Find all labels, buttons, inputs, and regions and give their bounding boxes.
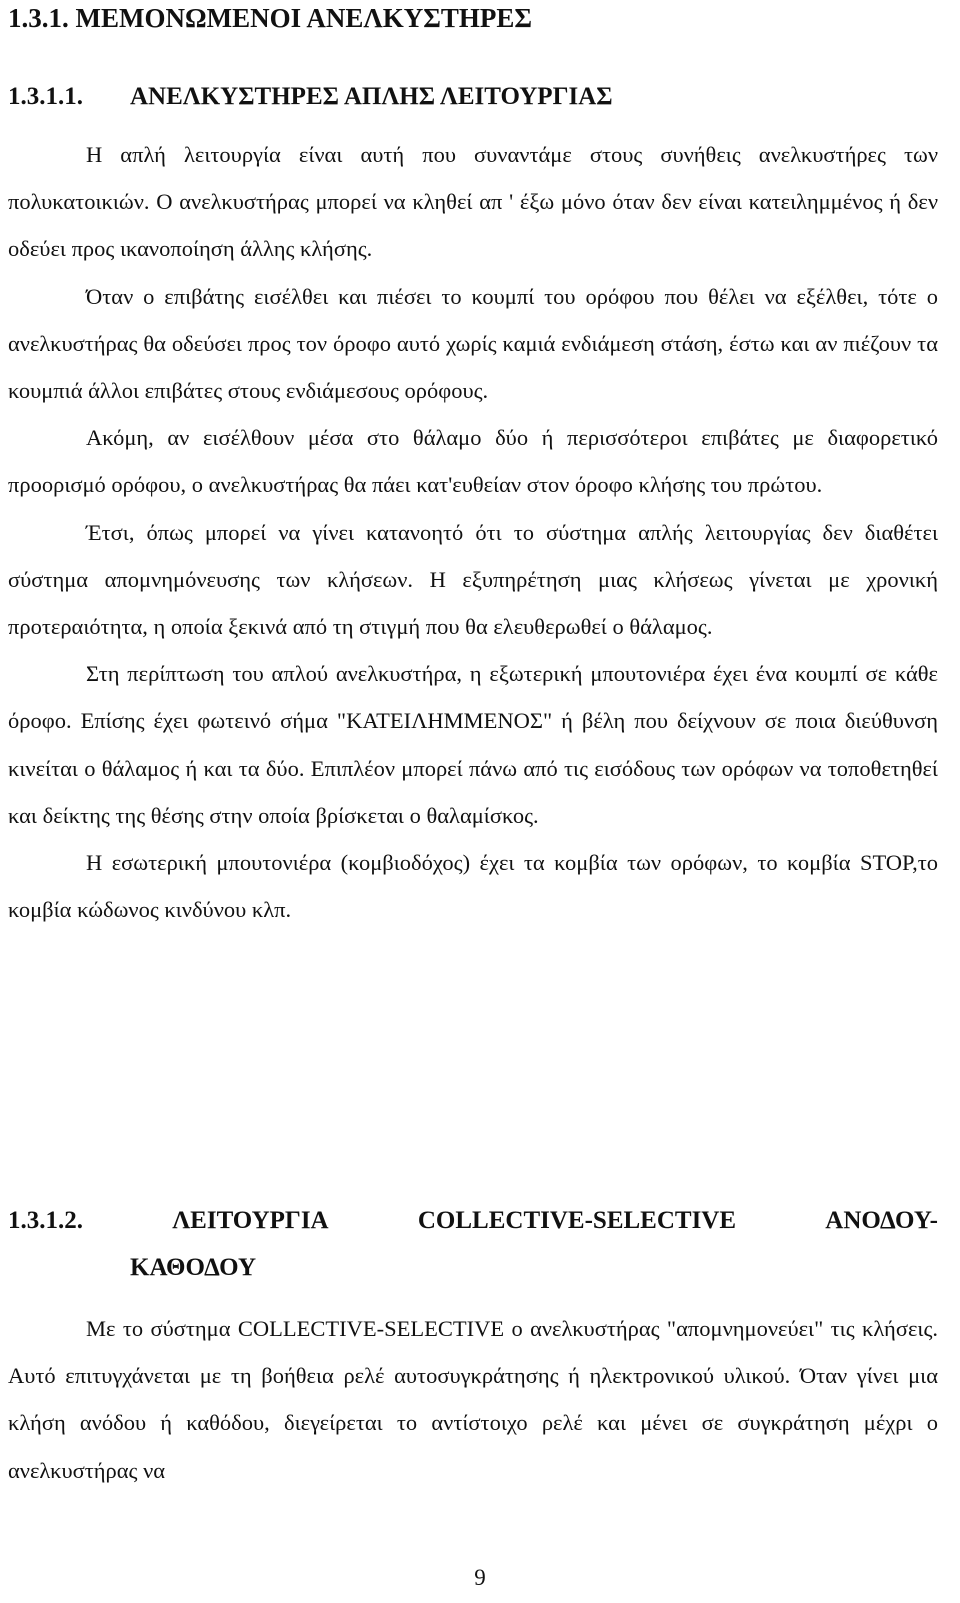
paragraph: Στη περίπτωση του απλού ανελκυστήρα, η εξωτερική μπουτονιέρα έχει ένα κουμπί σε κάθε όροφο. Επίσης έχει φωτεινό σήμα "ΚΑΤΕΙΛΗΜΜΕΝΟΣ" ή βέλη που δείχνουν σε ποια διεύθυνση κινείται ο θάλαμος ή και τα δύο. Επιπλέον μπορεί πάνω από τις εισόδους των ορόφων να τοποθετηθεί και δείκτης της θέσης στην οποία βρίσκεται ο θαλαμίσκος. — [8, 661, 938, 828]
paragraph: Έτσι, όπως μπορεί να γίνει κατανοητό ότι το σύστημα απλής λειτουργίας δεν διαθέτει σύστημα απομνημόνευσης των κλήσεων. Η εξυπηρέτηση μιας κλήσεως γίνεται με χρονική προτεραιότητα, η οποία ξεκινά από τη στιγμή που θα ελευθερωθεί ο θάλαμος. — [8, 519, 938, 640]
section-heading-1-3-1: 1.3.1. ΜΕΜΟΝΩΜΕΝΟΙ ΑΝΕΛΚΥΣΤΗΡΕΣ — [8, 3, 533, 33]
paragraph: Η εσωτερική μπουτονιέρα (κομβιοδόχος) έχει τα κομβία των ορόφων, το κομβία STOP,το κομβία κώδωνος κινδύνου κλπ. — [8, 850, 938, 923]
paragraph: Με το σύστημα COLLECTIVE-SELECTIVE ο ανελκυστήρας "απομνημονεύει" τις κλήσεις. Αυτό επιτυγχάνεται με τη βοήθεια ρελέ αυτοσυγκράτησης ή ηλεκτρονικού υλικού. Όταν γίνει μια κλήση ανόδου ή καθόδου, διεγείρεται το αντίστοιχο ρελέ και μένει σε συγκράτηση μέχρι ο ανελκυστήρας να — [8, 1316, 938, 1483]
heading-number: 1.3.1.2. — [8, 1207, 83, 1234]
heading-word: ΑΝΟΔΟΥ- — [825, 1207, 938, 1234]
heading-word: ΛΕΙΤΟΥΡΓΙΑ — [172, 1207, 329, 1234]
heading-number: 1.3.1.1. — [8, 83, 83, 110]
paragraph: Ακόμη, αν εισέλθουν μέσα στο θάλαμο δύο ή περισσότεροι επιβάτες με διαφορετικό προορισμό ορόφου, ο ανελκυστήρας θα πάει κατ'ευθείαν στον όροφο κλήσης του πρώτου. — [8, 425, 938, 498]
paragraph: Η απλή λειτουργία είναι αυτή που συναντάμε στους συνήθεις ανελκυστήρες των πολυκατοικιών. Ο ανελκυστήρας μπορεί να κληθεί απ ' έξω μόνο όταν δεν είναι κατειλημμένος ή δεν οδεύει προς ικανοποίηση άλλης κλήσης. — [8, 142, 938, 262]
page-number: 9 — [474, 1565, 486, 1590]
heading-word: COLLECTIVE-SELECTIVE — [417, 1207, 737, 1234]
section-heading-1-3-1-2 — [8, 1197, 938, 1291]
heading-line-1 — [8, 1197, 938, 1244]
heading-title: ΑΝΕΛΚΥΣΤΗΡΕΣ ΑΠΛΗΣ ΛΕΙΤΟΥΡΓΙΑΣ — [130, 83, 613, 110]
heading-line-2: ΚΑΘΟΔΟΥ — [130, 1254, 257, 1281]
section-2-body — [8, 1305, 938, 1494]
paragraph: Όταν ο επιβάτης εισέλθει και πιέσει το κουμπί του ορόφου που θέλει να εξέλθει, τότε ο ανελκυστήρας θα οδεύσει προς τον όροφο αυτό χωρίς καμιά ενδιάμεση στάση, έστω και αν πιέζουν τα κουμπιά άλλοι επιβάτες στους ενδιάμεσους ορόφους. — [8, 283, 938, 404]
section-1-body — [8, 131, 938, 933]
section-heading-1-3-1-1 — [8, 79, 613, 115]
